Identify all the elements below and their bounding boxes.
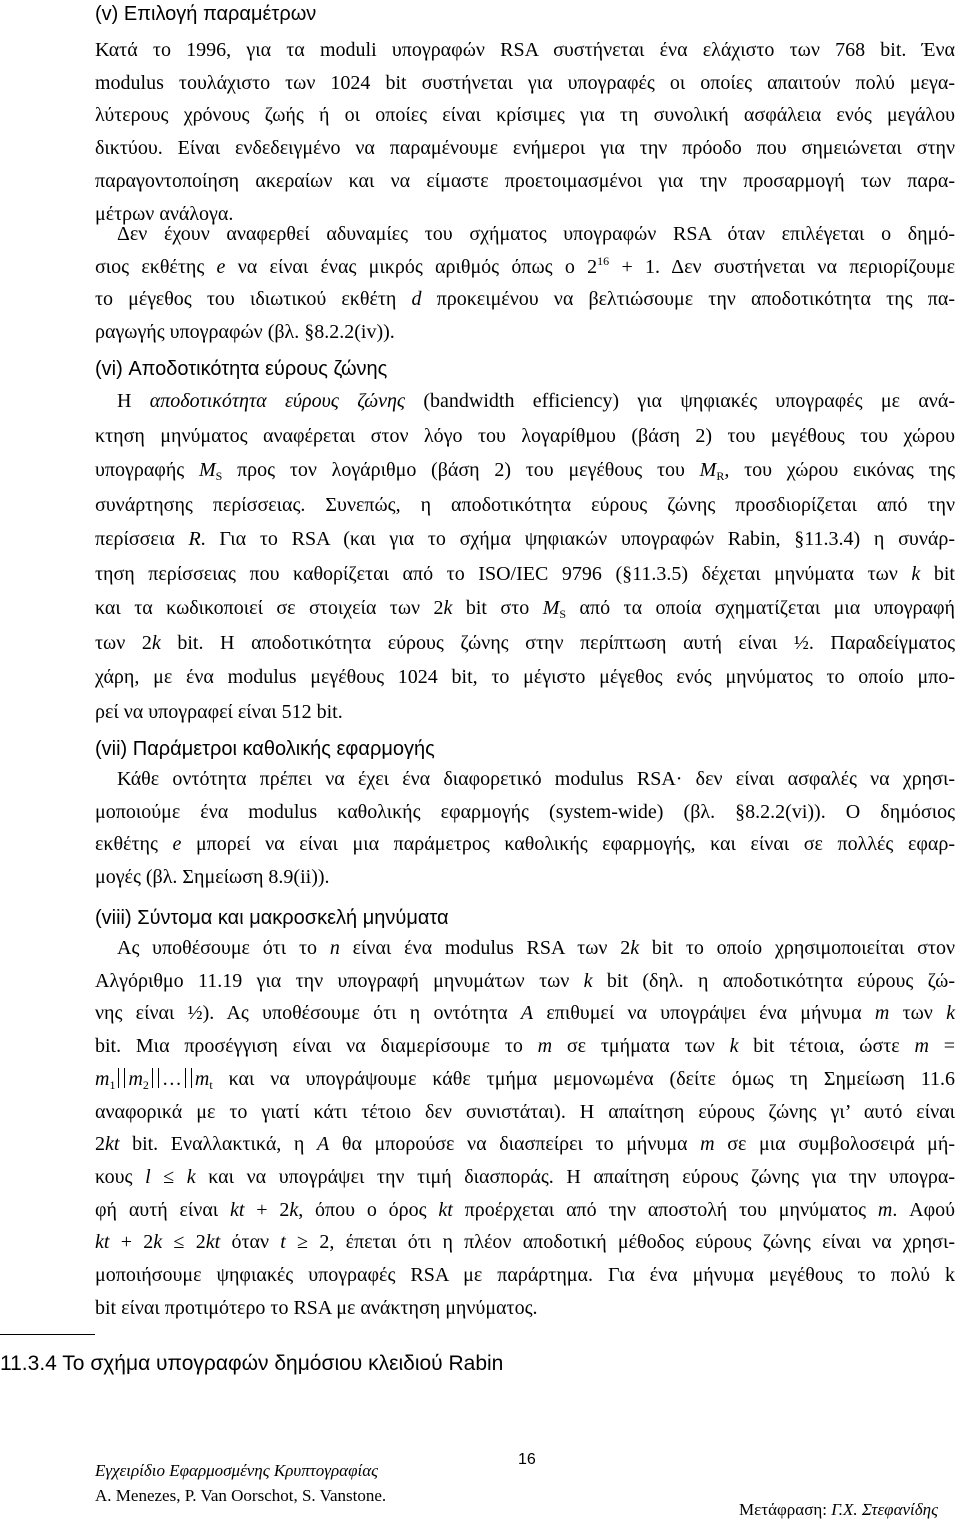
text-line: μέτρων ανάλογα. — [95, 202, 234, 225]
text-line: κους l ≤ k και να υπογράψει την τιμή διασποράς. Η απαίτηση εύρους ζώνης για την υπογρα- — [95, 1165, 955, 1188]
subsection-heading: 11.3.4 Το σχήμα υπογραφών δημόσιου κλειδιού Rabin — [0, 1352, 504, 1375]
text-line: Κάθε οντότητα πρέπει να έχει ένα διαφορετικό modulus RSA· δεν είναι ασφαλές να χρησι- — [117, 768, 956, 790]
text-line: Ας υποθέσουμε ότι το n είναι ένα modulus RSA των 2k bit το οποίο χρησιμοποιείται στον — [117, 937, 955, 959]
text-line: bit είναι προτιμότερο το RSA με ανάκτηση μηνύματος. — [95, 1296, 538, 1319]
paragraph — [95, 218, 955, 349]
paragraph — [95, 932, 955, 1324]
text-line: υπογραφής $M_S$ προς τον λογάριθμο (βάση 2) του μεγέθους του $M_R$, του χώρου εικόνας της — [95, 459, 956, 483]
text-line: το μέγεθος του ιδιωτικού εκθέτη d προκειμένου να βελτιώσουμε την αποδοτικότητα της πα- — [95, 288, 955, 311]
text-line: τηση περίσσειας που καθορίζεται από το ISO/IEC 9796 (§11.3.5) δέχεται μηνύματα των k bit — [95, 562, 955, 585]
text-line: 2kt bit. Εναλλακτικά, η A θα μπορούσε να διασπείρει το μήνυμα m σε μια συμβολοσειρά μή- — [95, 1133, 956, 1156]
section-heading-viii: (viii) Σύντομα και μακροσκελή μηνύματα — [95, 907, 449, 929]
page-number: 16 — [518, 1451, 536, 1468]
paragraph — [95, 763, 955, 894]
text-line: μογές (βλ. Σημείωση 8.9(ii)). — [95, 866, 330, 889]
text-line: Κατά το 1996, για τα moduli υπογραφών RSA συστήνεται ένα ελάχιστο των 768 bit. Ένα — [95, 39, 955, 61]
text-line: ραγωγής υπογραφών (βλ. §8.2.2(iv)). — [95, 321, 395, 344]
paragraph — [95, 34, 955, 230]
text-line: bit. Μια προσέγγιση είναι να διαμερίσουμε το m σε τμήματα των k bit τέτοια, ώστε m = — [95, 1035, 956, 1058]
text-line: νης είναι ½). Ας υποθέσουμε ότι η οντότητα A επιθυμεί να υπογράψει ένα μήνυμα m των k — [95, 1002, 955, 1025]
text-line: φή αυτή είναι kt + 2k, όπου ο όρος kt προέρχεται από την αποστολή του μηνύματος m. Αφού — [95, 1198, 956, 1221]
text-line: αναφορικά με το γιατί κάτι τέτοιο δεν συνιστάται). Η απαίτηση εύρους ζώνης γι’ αυτό είναι — [95, 1100, 955, 1123]
text-line: $m_1$ $m_2$ … $m_t$ και να υπογράψουμε κάθε τμήμα μεμονωμένα (δείτε όμως τη Σημείωση 11.6 — [95, 1067, 955, 1092]
section-heading-vii: (vii) Παράμετροι καθολικής εφαρμογής — [95, 738, 435, 760]
text-line: και τα κωδικοποιεί σε στοιχεία των 2k bit στο $M_S$ από τα οποία σχηματίζεται μια υπογραφή — [95, 597, 956, 621]
text-line: μοποιούμε ένα modulus καθολικής εφαρμογής (system-wide) (βλ. §8.2.2(vi)). Ο δημόσιος — [95, 800, 955, 823]
footer-book-title: Εγχειρίδιο Εφαρμοσμένης Κρυπτογραφίας — [95, 1461, 379, 1480]
footer-translator: Μετάφραση: Γ.Χ. Στεφανίδης — [739, 1500, 938, 1519]
text-line: δικτύου. Είναι ενδεδειγμένο να παραμένουμε ενήμεροι για την πρόοδο που σημειώνεται στην — [95, 137, 955, 160]
paragraph — [95, 384, 955, 729]
section-heading-v: (v) Επιλογή παραμέτρων — [95, 3, 317, 25]
text-line: σιος εκθέτης e να είναι ένας μικρός αριθμός όπως ο $2^{16} + 1$. Δεν συστήνεται να περιορίζουμε — [95, 253, 955, 278]
concat-bar — [118, 1068, 125, 1088]
section-heading-vi: (vi) Αποδοτικότητα εύρους ζώνης — [95, 358, 388, 380]
text-line: περίσσεια R. Για το RSA (και για το σχήμα ψηφιακών υπογραφών Rabin, §11.3.4) η συνάρ- — [95, 528, 955, 550]
text-line: παραγοντοποίηση ακεραίων και να είμαστε προετοιμασμένοι για την προσαρμογή των παρα- — [95, 169, 955, 192]
text-line: Η αποδοτικότητα εύρους ζώνης (bandwidth efficiency) για ψηφιακές υπογραφές με ανά- — [117, 390, 955, 412]
text-line: εκθέτης e μπορεί να είναι μια παράμετρος καθολικής εφαρμογής, και είναι σε πολλές εφαρ- — [95, 833, 956, 856]
footer-authors: A. Menezes, P. Van Oorschot, S. Vanstone. — [95, 1486, 387, 1505]
text-line: κτηση μηνύματος αναφέρεται στον λόγο του λογαρίθμου (βάση 2) του μεγέθους του χώρου — [95, 424, 955, 447]
text-line: των 2k bit. Η αποδοτικότητα εύρους ζώνης στην περίπτωση αυτή είναι ½. Παραδείγματος — [95, 631, 955, 654]
text-line: ρεί να υπογραφεί είναι 512 bit. — [95, 700, 343, 723]
text-line: λύτερους χρόνους ζωής ή οι οποίες είναι κρίσιμες για τη συνολική ασφάλεια ενός μεγάλου — [95, 104, 955, 127]
text-line: χάρη, με ένα modulus μεγέθους 1024 bit, το μέγιστο μέγεθος ενός μηνύματος το οποίο μπο- — [95, 666, 955, 688]
text-line: modulus τουλάχιστο των 1024 bit συστήνεται για υπογραφές οι οποίες απαιτούν πολύ μεγα- — [95, 71, 955, 94]
text-line: Δεν έχουν αναφερθεί αδυναμίες του σχήματος υπογραφών RSA όταν επιλέγεται ο δημό- — [117, 223, 955, 245]
text-line: kt + 2k ≤ 2kt όταν t ≥ 2, έπεται ότι η πλέον αποδοτική μέθοδος εύρους ζώνης είναι να χρησι- — [95, 1231, 955, 1254]
text-line: συνάρτησης περίσσειας. Συνεπώς, η αποδοτικότητα εύρους ζώνης προσδιορίζεται από την — [95, 493, 955, 516]
text-line: μοποιήσουμε ψηφιακές υπογραφές RSA με παράρτημα. Για ένα μήνυμα μεγέθους το πολύ k — [95, 1264, 955, 1287]
section-divider — [0, 1334, 95, 1335]
concat-bar — [185, 1068, 192, 1088]
text-line: Αλγόριθμο 11.19 για την υπογραφή μηνυμάτων των k bit (δηλ. η αποδοτικότητα εύρους ζώ- — [95, 969, 955, 992]
concat-bar — [152, 1068, 159, 1088]
